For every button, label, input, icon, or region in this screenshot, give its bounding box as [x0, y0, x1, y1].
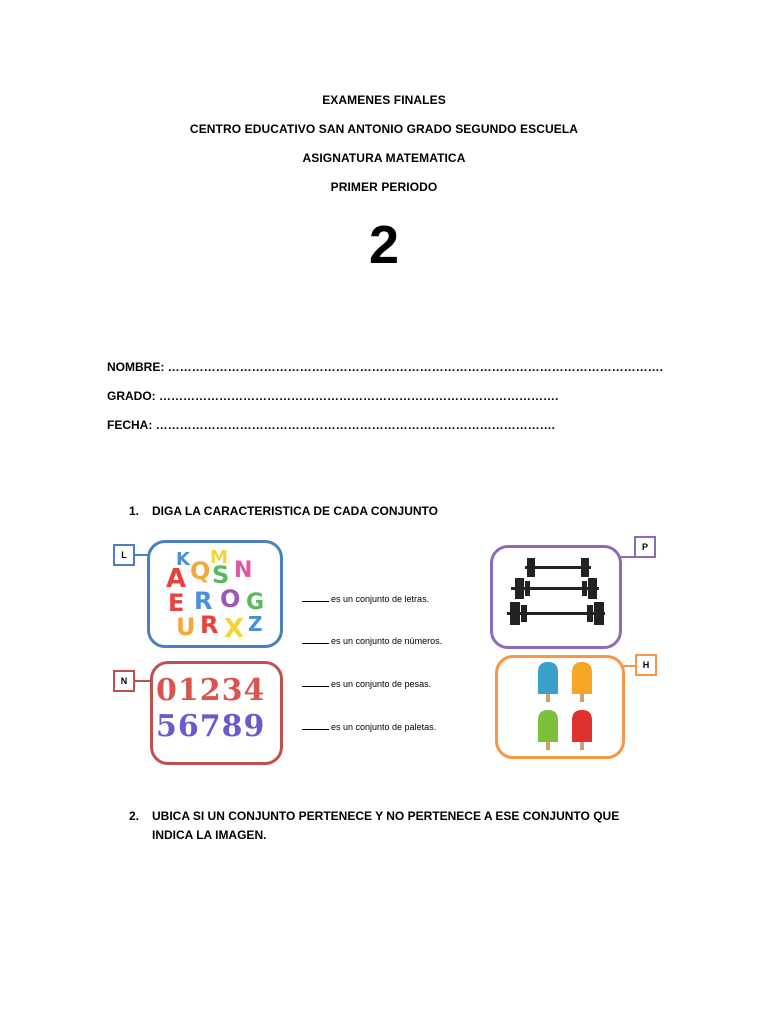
- fecha-field[interactable]: FECHA: ……………………………………………………………………………………….: [107, 418, 555, 432]
- svg-text:Z: Z: [248, 612, 263, 636]
- popsicles-image: [498, 658, 622, 756]
- letters-image: [150, 543, 280, 645]
- school-line: CENTRO EDUCATIVO SAN ANTONIO GRADO SEGUNDO ESCUELA: [189, 122, 579, 136]
- weights-tag: P: [634, 536, 656, 558]
- svg-text:A: A: [166, 564, 187, 594]
- grade-number: 2: [368, 215, 400, 275]
- question-2-number: 2.: [129, 809, 140, 823]
- svg-text:Q: Q: [190, 557, 211, 585]
- answer-blank[interactable]: [302, 601, 329, 602]
- answer-blank[interactable]: [302, 643, 329, 644]
- svg-text:S: S: [212, 561, 230, 589]
- question-2-text: UBICA SI UN CONJUNTO PERTENECE Y NO PERTENECE A ESE CONJUNTO QUE INDICA LA IMAGEN.: [152, 809, 620, 842]
- statement-popsicles: es un conjunto de paletas.: [302, 722, 436, 732]
- letters-tag: L: [113, 544, 135, 566]
- numbers-row-2: 56789: [156, 709, 266, 744]
- answer-blank[interactable]: [302, 686, 329, 687]
- period-line: PRIMER PERIODO: [330, 180, 438, 194]
- svg-text:R: R: [194, 587, 213, 615]
- weights-set: [490, 545, 622, 649]
- nombre-field[interactable]: NOMBRE: …………………………………………………………………………………………………………….: [107, 360, 663, 374]
- exam-title: EXAMENES FINALES: [322, 93, 446, 107]
- svg-text:M: M: [210, 547, 228, 568]
- question-1-number: 1.: [129, 504, 140, 518]
- numbers-tag: N: [113, 670, 135, 692]
- statement-numbers: es un conjunto de números.: [302, 636, 442, 646]
- answer-blank[interactable]: [302, 729, 329, 730]
- numbers-set: [150, 661, 283, 765]
- numbers-image: [153, 664, 280, 762]
- svg-text:X: X: [224, 614, 245, 644]
- svg-text:R: R: [200, 611, 219, 639]
- statement-weights: es un conjunto de pesas.: [302, 679, 431, 689]
- subject-line: ASIGNATURA MATEMATICA: [302, 151, 466, 165]
- grado-field[interactable]: GRADO: ……………………………………………………………………………………….: [107, 389, 559, 403]
- question-1: [129, 502, 438, 521]
- question-2: [129, 807, 652, 845]
- question-1-text: DIGA LA CARACTERISTICA DE CADA CONJUNTO: [152, 504, 439, 518]
- popsicles-set: [495, 655, 625, 759]
- svg-text:O: O: [220, 585, 241, 613]
- svg-text:E: E: [168, 589, 185, 617]
- svg-text:U: U: [176, 613, 196, 641]
- svg-text:N: N: [234, 558, 253, 583]
- svg-text:K: K: [176, 549, 190, 570]
- popsicles-tag: H: [635, 654, 657, 676]
- letters-set: [147, 540, 283, 648]
- dumbbells-image: [493, 548, 619, 646]
- numbers-row-1: 01234: [156, 673, 266, 708]
- statement-letters: es un conjunto de letras.: [302, 594, 429, 604]
- svg-text:G: G: [246, 590, 265, 615]
